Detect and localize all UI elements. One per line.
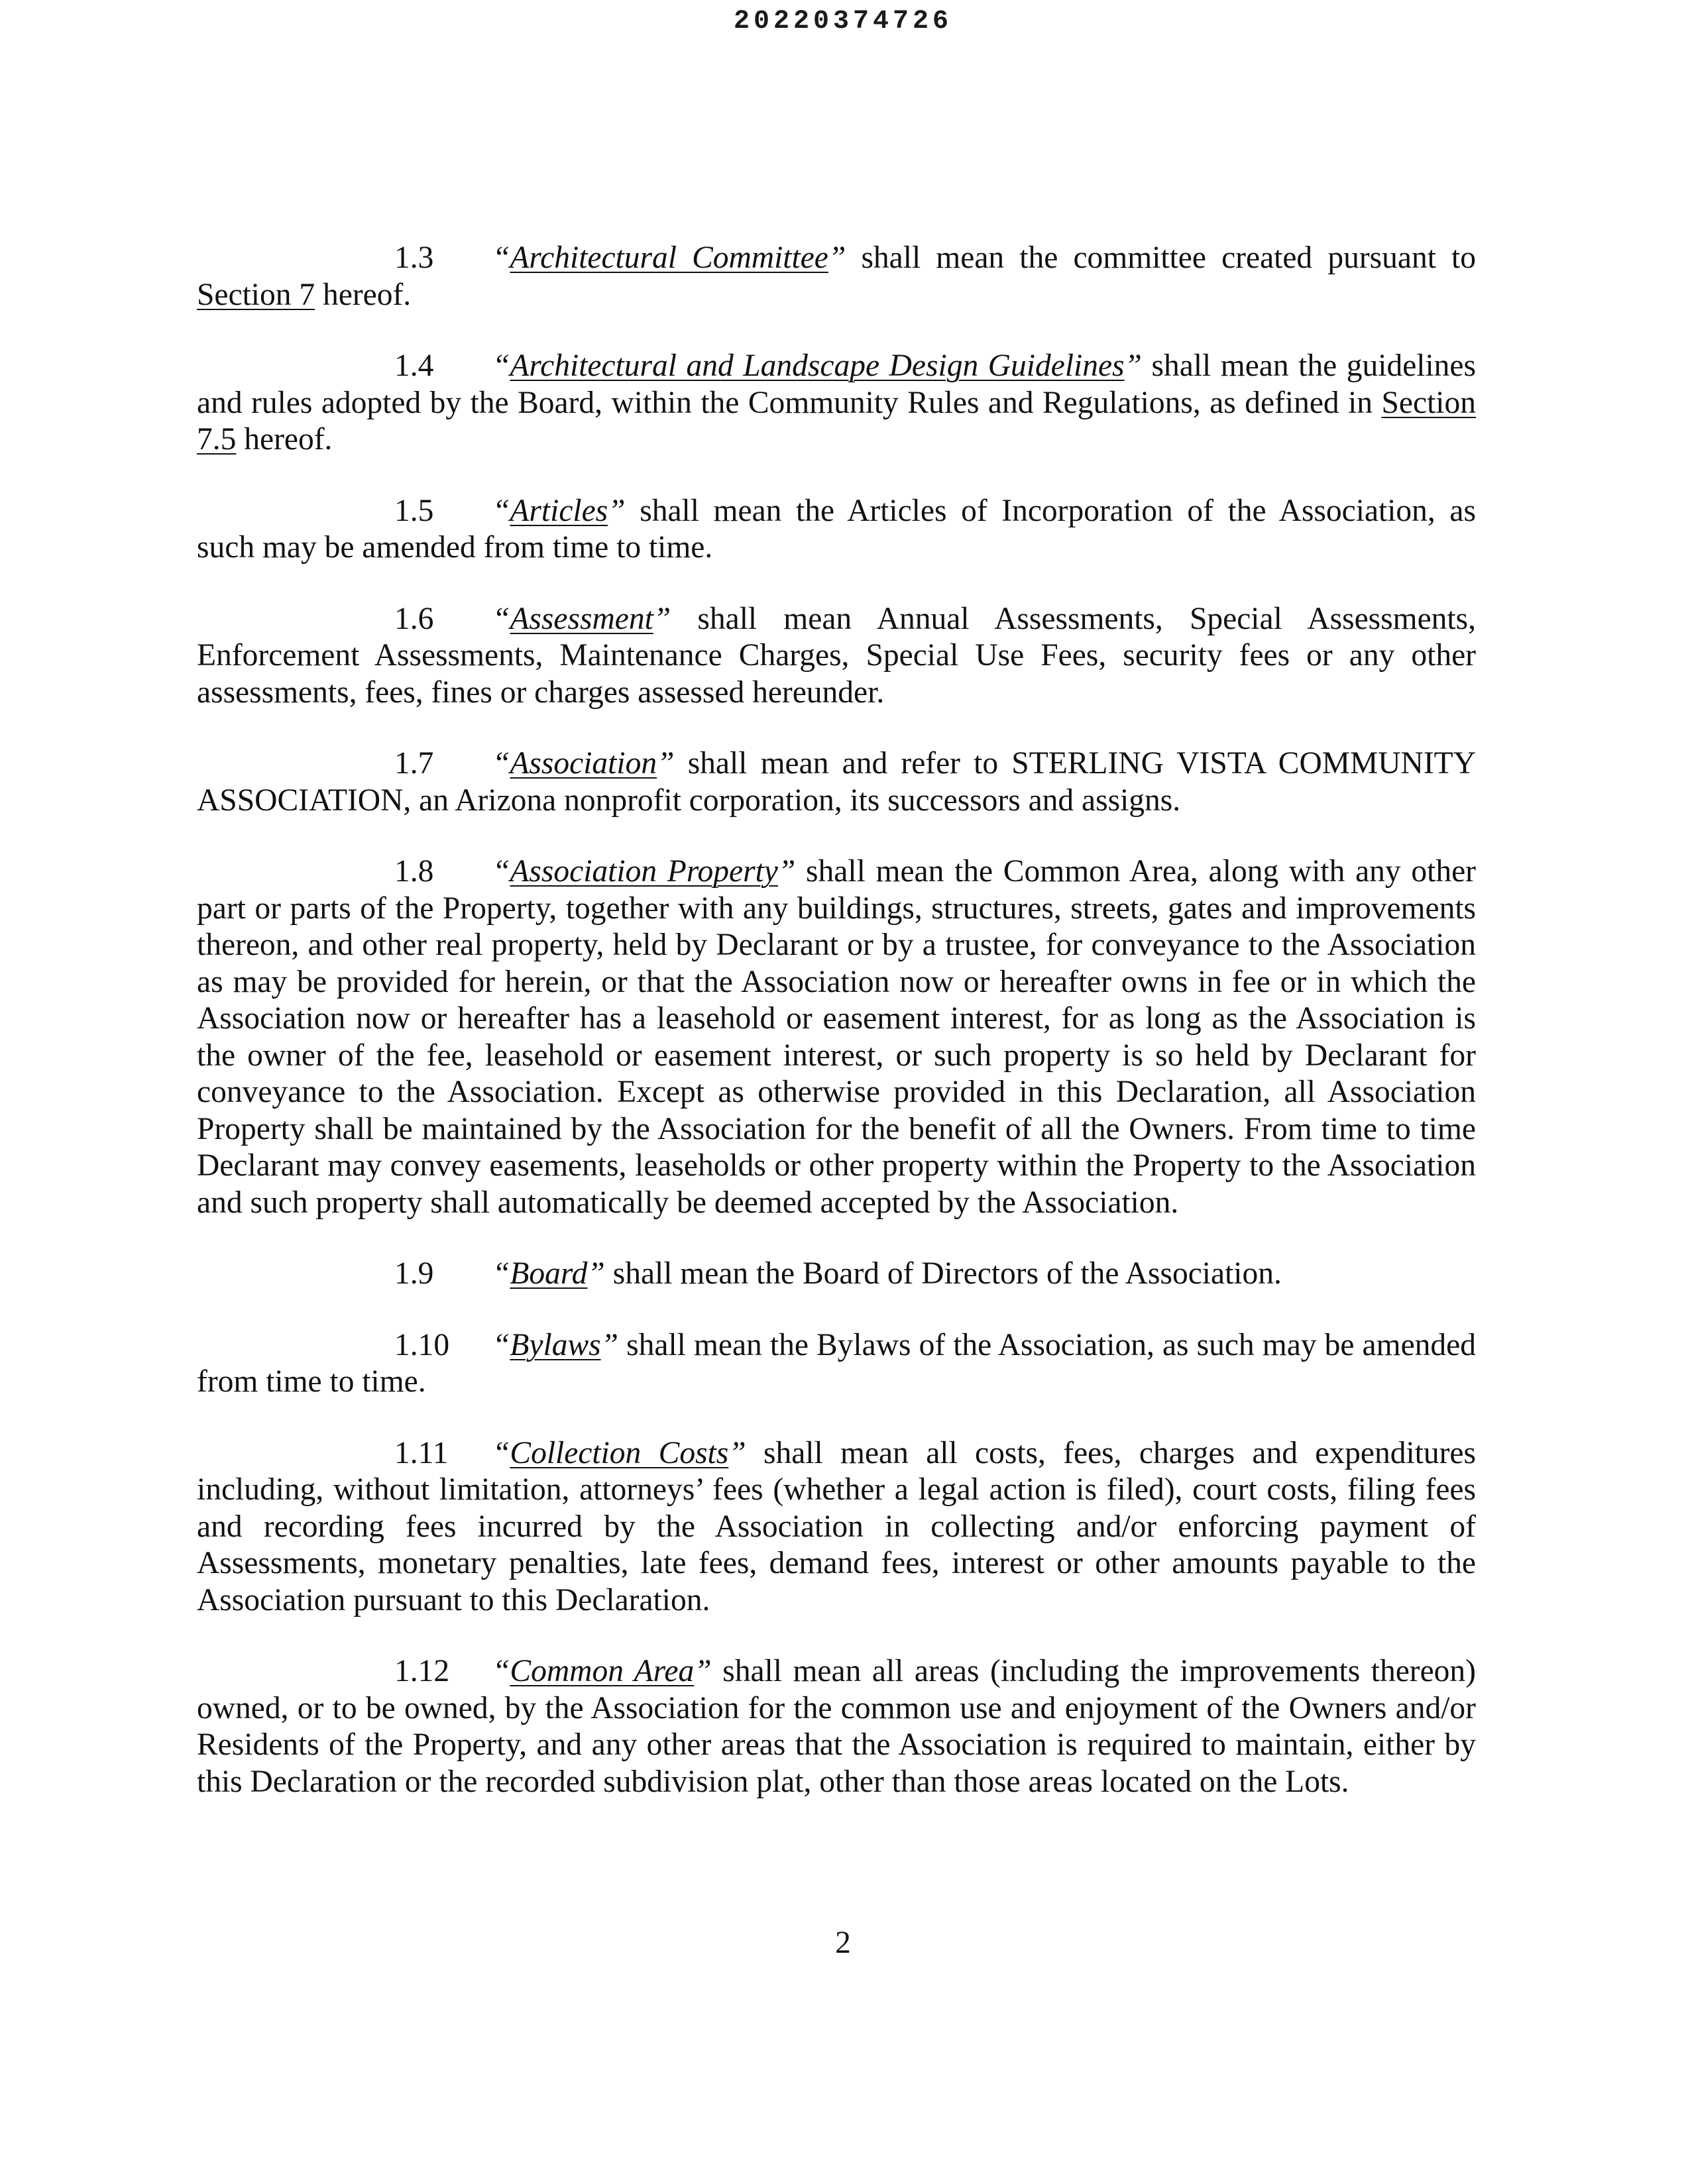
- defined-term: “Association”: [492, 746, 675, 781]
- defined-term: “Articles”: [492, 493, 626, 528]
- defined-term-text: Assessment: [510, 601, 653, 636]
- defined-term-text: Bylaws: [510, 1327, 601, 1362]
- defined-term-text: Common Area: [510, 1654, 695, 1688]
- definition-1-8: [197, 853, 1476, 1221]
- definition-1-3: [197, 240, 1476, 313]
- definition-1-12: [197, 1653, 1476, 1800]
- definition-1-4: [197, 348, 1476, 459]
- defined-term-text: Articles: [510, 493, 608, 528]
- definition-text-end: hereof.: [315, 277, 412, 312]
- definition-text: shall mean the Bylaws of the Association, as such may be amended from time to time.: [197, 1327, 1476, 1399]
- definition-text: shall mean the committee created pursuant to: [846, 241, 1476, 275]
- definition-1-11: [197, 1435, 1476, 1619]
- defined-term-text: Association: [510, 746, 657, 781]
- section-number: 1.3: [394, 241, 434, 275]
- section-number: 1.7: [394, 746, 434, 781]
- defined-term: “Bylaws”: [492, 1327, 619, 1362]
- section-number: 1.4: [394, 349, 434, 383]
- definition-1-5: [197, 493, 1476, 567]
- definition-1-10: [197, 1327, 1476, 1401]
- section-number: 1.8: [394, 854, 434, 889]
- defined-term-text: Architectural and Landscape Design Guidelines: [510, 349, 1125, 383]
- definition-text: shall mean all costs, fees, charges and expenditures including, without limitation, attorneys’ fees (whether a legal action is filed), court costs, filing fees and recording fees incurred by the Association in collecting and/or enforcing payment of Assessments, monetary penalties, late fees, demand fees, interest or other amounts payable to the Association pursuant to this Declaration.: [197, 1435, 1476, 1617]
- definition-text: shall mean all areas (including the improvements thereon) owned, or to be owned, by the Association for the common use and enjoyment of the Owners and/or Residents of the Property, and any other areas that the Association is required to maintain, either by this Declaration or the recorded subdivision plat, other than those areas located on the Lots.: [197, 1654, 1476, 1799]
- definition-1-6: [197, 601, 1476, 712]
- definition-text: shall mean and refer to STERLING VISTA COMMUNITY ASSOCIATION, an Arizona nonprofit corporation, its successors and assigns.: [197, 746, 1476, 818]
- defined-term: “Assessment”: [492, 601, 671, 636]
- section-number: 1.11: [394, 1435, 449, 1470]
- section-reference: Section 7.5: [197, 385, 1476, 457]
- recording-number: 20220374726: [733, 7, 953, 36]
- page-number: 2: [835, 1926, 851, 1960]
- defined-term: “Collection Costs”: [492, 1435, 746, 1470]
- defined-term-text: Board: [510, 1256, 588, 1291]
- defined-term: “Board”: [492, 1256, 605, 1291]
- defined-term-text: Association Property: [510, 854, 778, 889]
- section-reference: Section 7: [197, 277, 315, 312]
- definition-text: shall mean the Common Area, along with any other part or parts of the Property, together with any buildings, structures, streets, gates and improvements thereon, and other real property, held by Declarant or by a trustee, for conveyance to the Association as may be provided for herein, or that the Association now or hereafter owns in fee or in which the Association now or hereafter has a leasehold or easement interest, for as long as the Association is the owner of the fee, leasehold or easement interest, or such property is so held by Declarant for conveyance to the Association. Except as otherwise provided in this Declaration, all Association Property shall be maintained by the Association for the benefit of all the Owners. From time to time Declarant may convey easements, leaseholds or other property within the Property to the Association and such property shall automatically be deemed accepted by the Association.: [197, 854, 1476, 1220]
- definition-1-7: [197, 745, 1476, 819]
- defined-term-text: Architectural Committee: [510, 241, 828, 275]
- defined-term: “Architectural and Landscape Design Guidelines”: [492, 349, 1142, 383]
- definition-1-9: [197, 1256, 1476, 1293]
- definitions-body: [197, 240, 1476, 1835]
- definition-text: shall mean the Board of Directors of the Association.: [604, 1256, 1282, 1291]
- defined-term-text: Collection Costs: [510, 1435, 729, 1470]
- definition-text: shall mean Annual Assessments, Special Assessments, Enforcement Assessments, Maintenance Charges, Special Use Fees, security fees or any other assessments, fees, fines or charges assessed hereunder.: [197, 601, 1476, 710]
- section-number: 1.12: [394, 1654, 450, 1688]
- section-number: 1.10: [394, 1327, 450, 1362]
- definition-text-end: hereof.: [236, 422, 333, 457]
- definition-text: shall mean the Articles of Incorporation of the Association, as such may be amended from time to time.: [197, 493, 1476, 565]
- section-number: 1.9: [394, 1256, 434, 1291]
- definition-text: shall mean the guidelines and rules adopted by the Board, within the Community Rules and Regulations, as defined in: [197, 349, 1476, 420]
- section-number: 1.5: [394, 493, 434, 528]
- section-number: 1.6: [394, 601, 434, 636]
- defined-term: “Association Property”: [492, 854, 796, 889]
- defined-term: “Architectural Committee”: [492, 241, 846, 275]
- defined-term: “Common Area”: [492, 1654, 712, 1688]
